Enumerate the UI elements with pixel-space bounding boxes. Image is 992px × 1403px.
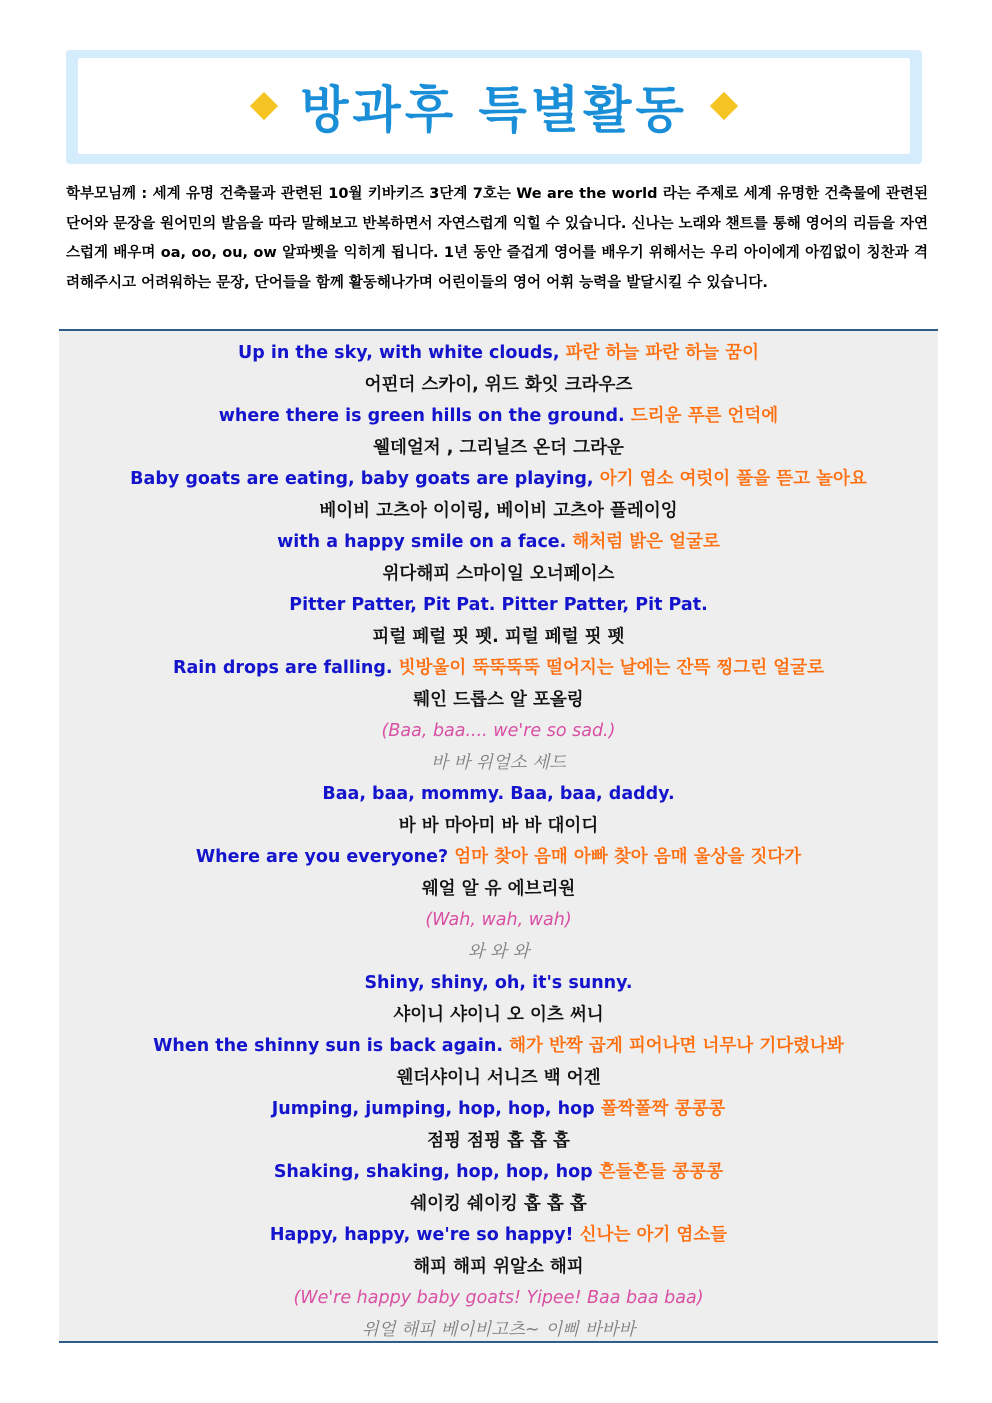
korean-lyric: 아기 염소 여럿이 풀을 뜯고 놀아요: [599, 469, 867, 489]
korean-lyric: 파란 하늘 파란 하늘 꿈이: [565, 343, 759, 363]
lyric-line: [59, 496, 938, 528]
pronunciation-line: 웨얼 알 유 에브리원: [421, 878, 576, 899]
korean-lyric: 폴짝폴짝 콩콩콩: [600, 1099, 726, 1119]
pronunciation-line: 점핑 점핑 홉 홉 홉: [427, 1130, 570, 1151]
pronunciation-line: 위다해피 스마이일 오너페이스: [382, 563, 615, 584]
english-lyric: with a happy smile on a face.: [277, 532, 567, 552]
korean-lyric: 빗방울이 뚝뚝뚝뚝 떨어지는 날에는 잔뜩 찡그린 얼굴로: [398, 658, 824, 678]
lyric-line: [59, 527, 938, 559]
pronunciation-line: 뤠인 드롭스 알 포올링: [413, 689, 584, 710]
pronunciation-line: 웬더샤이니 서니즈 백 어겐: [396, 1067, 601, 1088]
page-title: 방과후 특별활동: [300, 81, 688, 139]
english-lyric: Jumping, jumping, hop, hop, hop: [271, 1099, 595, 1119]
song-lyrics-panel: [59, 329, 938, 1343]
lyric-line: [59, 968, 938, 1000]
pronunciation-line: 해피 해피 위알소 해피: [413, 1256, 584, 1277]
parent-notice: 학부모님께 : 세계 유명 건축물과 관련된 10월 키바키즈 3단계 7호는 We are the world 라는 주제로 세계 유명한 건축물에 관련된 단어와 문장을 원어민의 발음을 따라 말해보고 반복하면서 자연스럽게 익힐 수 있습니다. 신나는 노래와 챈트를 통해 영어의 리듬을 자연스럽게 배우며 oa, oo, ou, ow 알파벳을 익히게 됩니다. 1년 동안 즐겁게 영어를 배우기 위해서는 우리 아이에게 아낌없이 칭찬과 격려해주시고 어려워하는 문장, 단어들을 함께 활동해나가며 어린이들의 영어 어휘 능력을 발달시킬 수 있습니다.: [66, 186, 928, 291]
english-lyric: Happy, happy, we're so happy!: [269, 1225, 574, 1245]
lyric-line: [59, 905, 938, 937]
lyric-line: [59, 653, 938, 685]
korean-lyric: 신나는 아기 염소들: [579, 1225, 728, 1245]
english-lyric: Shaking, shaking, hop, hop, hop: [273, 1162, 593, 1182]
lyric-line: [59, 1315, 938, 1347]
pronunciation-line: 웰데얼저 , 그리닐즈 온더 그라운: [373, 437, 624, 458]
english-lyric: When the shinny sun is back again.: [153, 1036, 504, 1056]
lyric-line: [59, 370, 938, 402]
lyric-line: [59, 401, 938, 433]
korean-lyric: 해가 반짝 곱게 피어나면 너무나 기다렸나봐: [509, 1036, 844, 1056]
lyric-line: [59, 1126, 938, 1158]
lyric-line: [59, 874, 938, 906]
lyric-line: [59, 1252, 938, 1284]
english-lyric: Where are you everyone?: [195, 847, 449, 867]
lyric-line: [59, 433, 938, 465]
lyric-line: [59, 338, 938, 370]
lyric-line: [59, 1063, 938, 1095]
lyric-line: [59, 559, 938, 591]
english-lyric: Baa, baa, mommy. Baa, baa, daddy.: [322, 784, 675, 804]
korean-lyric: 드리운 푸른 언덕에: [630, 406, 779, 426]
lyric-line: [59, 716, 938, 748]
english-lyric: Up in the sky, with white clouds,: [237, 343, 560, 363]
lyric-line: [59, 937, 938, 969]
lyric-line: [59, 1031, 938, 1063]
english-lyric: Rain drops are falling.: [173, 658, 393, 678]
lyric-line: [59, 1283, 938, 1315]
pronunciation-line: 샤이니 샤이니 오 이츠 써니: [393, 1004, 604, 1025]
lyric-line: [59, 842, 938, 874]
chant-line: (We're happy baby goats! Yipee! Baa baa baa): [293, 1288, 704, 1308]
korean-lyric: 해처럼 밝은 얼굴로: [572, 532, 720, 552]
english-lyric: Shiny, shiny, oh, it's sunny.: [364, 973, 633, 993]
chant-pronunciation-line: 바 바 위얼소 세드: [430, 752, 567, 773]
title-banner: [66, 50, 922, 164]
lyric-line: [59, 1000, 938, 1032]
chant-line: (Wah, wah, wah): [425, 910, 572, 930]
pronunciation-line: 피럴 페럴 핏 펫. 피럴 페럴 핏 펫: [372, 626, 625, 647]
lyric-line: [59, 748, 938, 780]
pronunciation-line: 쉐이킹 쉐이킹 홉 홉 홉: [410, 1193, 587, 1214]
pronunciation-line: 바 바 마아미 바 바 대이디: [398, 815, 599, 836]
english-lyric: Baby goats are eating, baby goats are playing,: [130, 469, 594, 489]
lyric-line: [59, 1157, 938, 1189]
chant-pronunciation-line: 와 와 와: [467, 941, 530, 962]
title-panel: [78, 58, 910, 154]
lyric-line: [59, 622, 938, 654]
pronunciation-line: 어핀더 스카이, 위드 화잇 크라우즈: [364, 374, 633, 395]
lyric-line: [59, 464, 938, 496]
lyric-line: [59, 1189, 938, 1221]
diamond-icon: [250, 92, 278, 120]
korean-lyric: 엄마 찾아 음매 아빠 찾아 음매 울상을 짓다가: [454, 847, 802, 867]
diamond-icon: [710, 92, 738, 120]
lyric-line: [59, 685, 938, 717]
english-lyric: where there is green hills on the ground.: [218, 406, 625, 426]
chant-pronunciation-line: 위얼 해피 베이비고츠~ 이삐 바바바: [361, 1319, 636, 1340]
pronunciation-line: 베이비 고츠아 이이링, 베이비 고츠아 플레이잉: [319, 500, 678, 521]
chant-line: (Baa, baa.... we're so sad.): [381, 721, 616, 741]
lyric-line: [59, 1094, 938, 1126]
lyric-line: [59, 811, 938, 843]
english-lyric: Pitter Patter, Pit Pat. Pitter Patter, Pit Pat.: [289, 595, 708, 615]
korean-lyric: 흔들흔들 콩콩콩: [598, 1162, 724, 1182]
lyric-line: [59, 1220, 938, 1252]
lyric-line: [59, 590, 938, 622]
lyric-line: [59, 779, 938, 811]
